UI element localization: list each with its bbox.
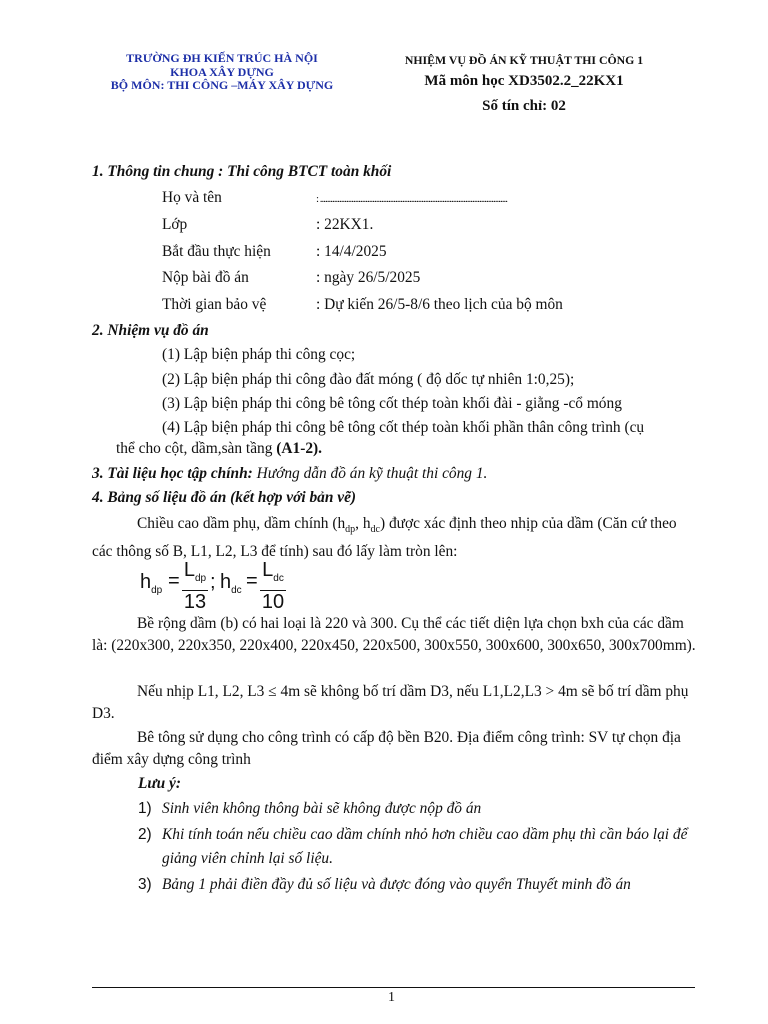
concrete-paragraph: Bê tông sử dụng cho công trình có cấp độ bền B20. Địa điểm công trình: SV tự chọn địa điểm xây dựng công trình [92,729,681,768]
beam-height-paragraph [92,513,696,563]
assignment-header [384,52,664,117]
info-value: : Dự kiến 26/5-8/6 theo lịch của bộ môn [316,296,563,313]
span-rule-paragraph: Nếu nhịp L1, L2, L3 ≤ 4m sẽ không bố trí dầm D3, nếu L1,L2,L3 > 4m sẽ bố trí dầm phụ D3. [92,683,689,722]
info-row-start [162,243,387,261]
formula-h: $h_{dp}$ [140,571,163,596]
school-header [92,52,352,93]
school-name: TRƯỜNG ĐH KIẾN TRÚC HÀ NỘI [126,51,318,65]
course-code: Mã môn học XD3502.2_22KX1 [424,73,624,89]
para-text: , h [355,515,371,532]
faculty-name: KHOA XÂY DỰNG [170,64,274,79]
note-number: 3) [138,876,152,893]
info-label: Nộp bài đồ án [162,269,249,286]
section-2-title: 2. Nhiệm vụ đồ án [92,322,209,339]
info-label: Bắt đầu thực hiện [162,243,271,260]
page-number: 1 [388,990,395,1005]
section-1-title: 1. Thông tin chung : Thi công BTCT toàn khối [92,163,392,180]
info-row-class [162,216,373,234]
note-text: Khi tính toán nếu chiều cao dầm chính nhỏ hơn chiều cao dầm phụ thì cần báo lại để giảng viên chỉnh lại số liệu. [162,826,688,867]
formula-separator: ; [210,571,216,593]
task-item: (2) Lập biện pháp thi công đào đất móng ( độ dốc tự nhiên 1:0,25); [162,371,575,388]
section-4-title: 4. Bảng số liệu đồ án (kết hợp với bản vẽ) [92,489,357,506]
assignment-title: NHIỆM VỤ ĐỒ ÁN KỸ THUẬT THI CÔNG 1 [404,53,644,67]
info-row-submit [162,269,420,287]
info-value: : ngày 26/5/2025 [316,269,421,286]
info-label: Họ và tên [162,189,222,206]
task-item: (1) Lập biện pháp thi công cọc; [162,346,356,363]
formula-fraction: $L_{dc}$ 10 [261,559,285,613]
note-number: 1) [138,800,152,817]
notes-title: Lưu ý: [138,775,181,792]
info-label: Lớp [162,216,188,233]
formula-equals: = [246,570,258,592]
info-row-name [162,189,507,207]
footer-divider [92,987,695,988]
info-value: : 22KX1. [316,216,374,233]
para-text: Chiều cao dầm phụ, dầm chính (h [137,515,346,532]
section-3-text: Hướng dẫn đồ án kỹ thuật thi công 1. [256,465,488,482]
note-text: Bảng 1 phải điền đầy đủ số liệu và được đóng vào quyển Thuyết minh đồ án [162,876,631,893]
subscript: dp [345,524,356,536]
formula-fraction: $L_{dp}$ 13 [183,559,207,613]
credits: Số tín chỉ: 02 [482,98,566,114]
subscript: dc [370,524,380,536]
task-item-continued [116,440,322,458]
note-number: 2) [138,826,152,843]
task-text: thể cho cột, dầm,sàn tầng [116,440,277,457]
section-3 [92,465,487,483]
formula-h: $h_{dc}$ [220,571,242,596]
para-text: ) được xác định theo nhịp của dầm (Căn cứ theo các thông số B, L1, L2, L3 để tính) sau đó lấy làm tròn lên: [92,515,677,561]
note-text: Sinh viên không thông bài sẽ không được nộp đồ án [162,800,482,817]
formula-equals: = [168,570,180,592]
info-row-defense [162,296,563,314]
department-name: BỘ MÔN: THI CÔNG –MÁY XÂY DỰNG [110,78,334,92]
beam-width-paragraph: Bề rộng dầm (b) có hai loại là 220 và 300. Cụ thể các tiết diện lựa chọn bxh của các dầm là: (220x300, 220x350, 220x400, 220x450, 220x500, 300x550, 300x600, 300x650, 300x700mm). [92,615,696,654]
info-value: : 14/4/2025 [316,243,387,260]
task-item: (3) Lập biện pháp thi công bê tông cốt thép toàn khối đài - giằng -cổ móng [162,395,622,412]
info-value: : ........................................................................................................... [316,193,508,205]
section-3-title: 3. Tài liệu học tập chính: [92,465,253,482]
task-floor-code: (A1-2). [276,440,323,457]
task-item: (4) Lập biện pháp thi công bê tông cốt thép toàn khối phần thân công trình (cụ [162,419,645,436]
info-label: Thời gian bảo vệ [162,296,267,313]
